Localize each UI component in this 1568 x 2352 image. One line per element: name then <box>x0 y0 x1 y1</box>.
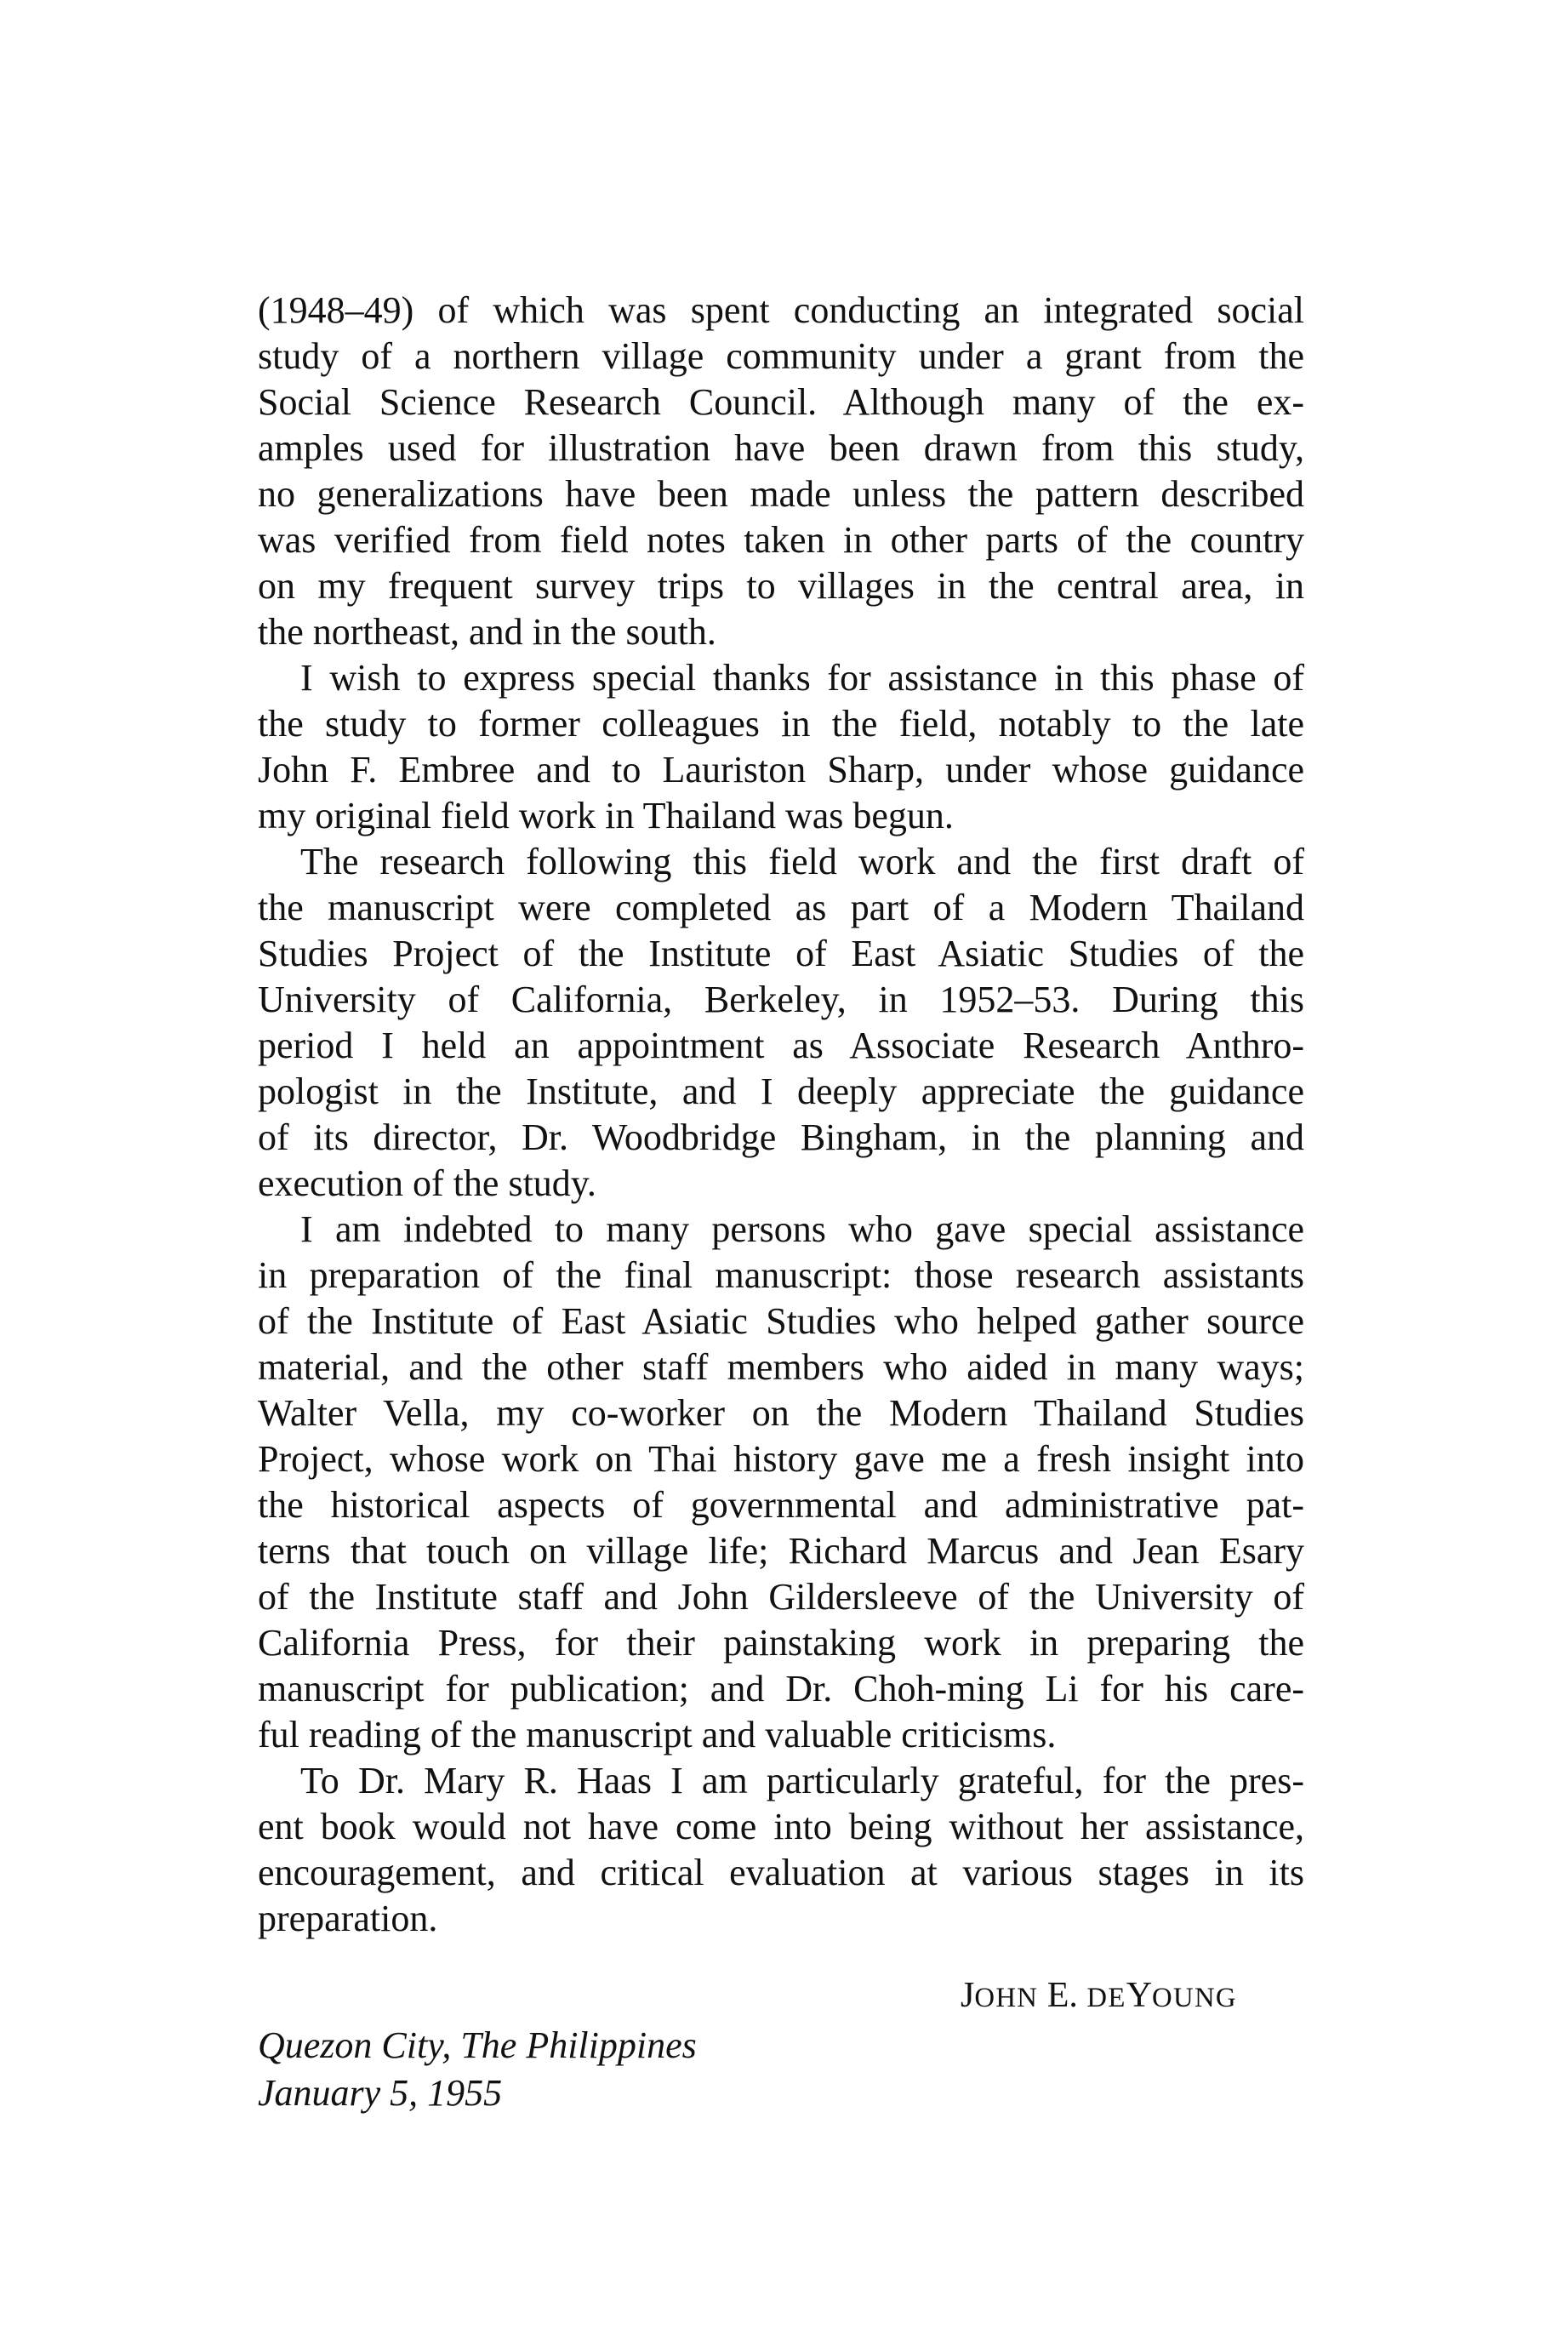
text-line: (1948–49) of which was spent conducting an integrated social <box>258 289 1304 331</box>
text-line: ent book would not have come into being without her assistance, <box>258 1806 1304 1847</box>
signature-part: E. <box>1038 1976 1087 2015</box>
text-line: Project, whose work on Thai history gave me a fresh insight into <box>258 1438 1304 1480</box>
text-line: manuscript for publication; and Dr. Choh-ming Li for his care- <box>258 1668 1304 1710</box>
text-line: Walter Vella, my co-worker on the Modern Thailand Studies <box>258 1392 1304 1434</box>
text-line: no generalizations have been made unless the pattern described <box>258 473 1304 515</box>
text-line: the northeast, and in the south. <box>258 611 716 653</box>
author-signature <box>961 1972 1237 2021</box>
signature-part: OHN <box>974 1983 1039 2013</box>
text-line: encouragement, and critical evaluation at various stages in its <box>258 1852 1304 1893</box>
text-line: was verified from field notes taken in other parts of the country <box>258 519 1304 561</box>
dateline-date: January 5, 1955 <box>258 2072 503 2114</box>
text-line: the manuscript were completed as part of a Modern Thailand <box>258 887 1304 928</box>
signature-part: OUNG <box>1152 1983 1237 2013</box>
text-line: study of a northern village community under a grant from the <box>258 335 1304 377</box>
text-line: terns that touch on village life; Richard Marcus and Jean Esary <box>258 1530 1304 1572</box>
text-line: of the Institute of East Asiatic Studies who helped gather source <box>258 1300 1304 1342</box>
signature-part: J <box>961 1976 975 2015</box>
text-line: I am indebted to many persons who gave special assistance <box>300 1208 1304 1250</box>
text-line: To Dr. Mary R. Haas I am particularly grateful, for the pres- <box>300 1760 1304 1801</box>
dateline-place: Quezon City, The Philippines <box>258 2024 697 2066</box>
text-line: California Press, for their painstaking work in preparing the <box>258 1622 1304 1664</box>
text-line: execution of the study. <box>258 1162 596 1204</box>
text-line: I wish to express special thanks for assistance in this phase of <box>300 657 1304 699</box>
text-line: the historical aspects of governmental and administrative pat- <box>258 1484 1304 1526</box>
text-line: of its director, Dr. Woodbridge Bingham, in the planning and <box>258 1116 1304 1158</box>
text-line: of the Institute staff and John Gildersleeve of the University of <box>258 1576 1304 1618</box>
text-line: on my frequent survey trips to villages in the central area, in <box>258 565 1304 607</box>
text-line: John F. Embree and to Lauriston Sharp, under whose guidance <box>258 749 1304 791</box>
text-line: in preparation of the final manuscript: those research assistants <box>258 1254 1304 1296</box>
text-line: ful reading of the manuscript and valuable criticisms. <box>258 1714 1057 1755</box>
signature-part: DE <box>1086 1983 1126 2013</box>
dateline <box>258 2022 697 2117</box>
text-line: my original field work in Thailand was begun. <box>258 795 954 836</box>
signature-part: Y <box>1126 1976 1153 2015</box>
text-line: University of California, Berkeley, in 1952–53. During this <box>258 979 1304 1020</box>
text-line: Social Science Research Council. Although many of the ex- <box>258 381 1304 423</box>
text-line: Studies Project of the Institute of East Asiatic Studies of the <box>258 933 1304 974</box>
preface-text <box>258 288 1304 1942</box>
text-line: period I held an appointment as Associate Research Anthro- <box>258 1025 1304 1066</box>
text-line: amples used for illustration have been drawn from this study, <box>258 427 1304 469</box>
text-line: preparation. <box>258 1898 438 1939</box>
text-line: material, and the other staff members who aided in many ways; <box>258 1346 1304 1388</box>
text-line: The research following this field work and the first draft of <box>300 841 1304 882</box>
text-line: pologist in the Institute, and I deeply appreciate the guidance <box>258 1070 1304 1112</box>
text-line: the study to former colleagues in the field, notably to the late <box>258 703 1304 745</box>
